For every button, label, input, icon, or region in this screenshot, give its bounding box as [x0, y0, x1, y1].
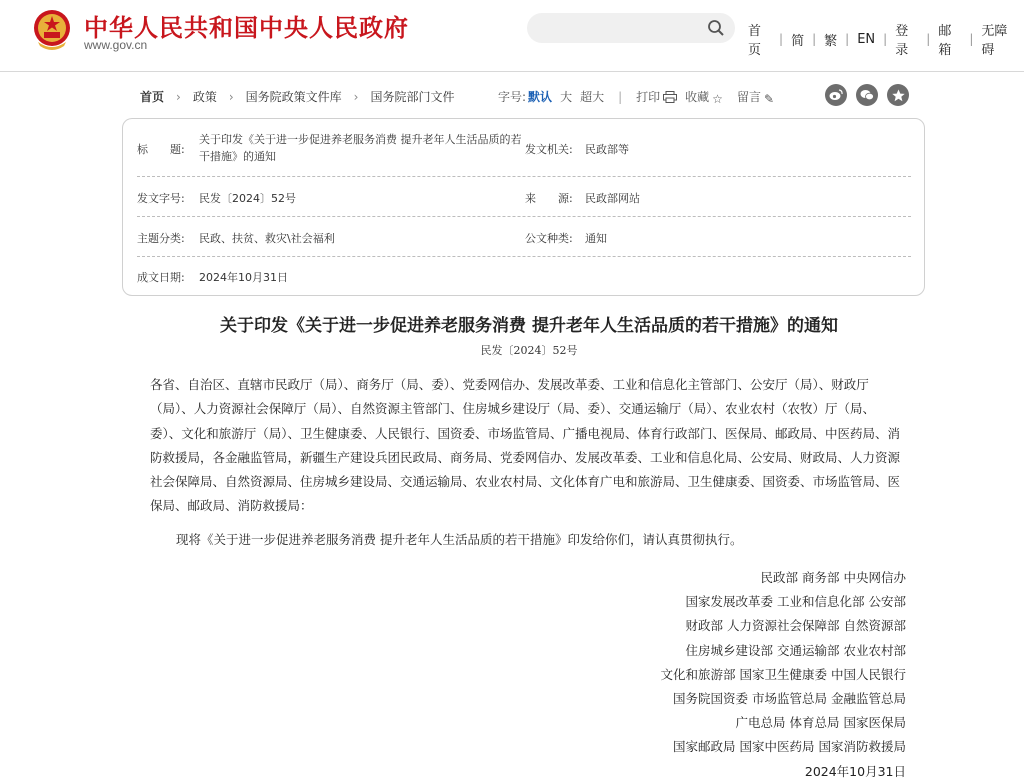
signer-line: 文化和旅游部 国家卫生健康委 中国人民银行 — [660, 666, 906, 682]
issuer-value: 民政部等 — [585, 143, 629, 156]
info-row-docnum — [137, 177, 911, 217]
nav-accessibility[interactable]: 无障碍 — [981, 24, 1008, 58]
title-value: 关于印发《关于进一步促进养老服务消费 提升老年人生活品质的若干措施》的通知 — [199, 133, 522, 163]
document-info-table — [122, 118, 925, 296]
document-title: 关于印发《关于进一步促进养老服务消费 提升老年人生活品质的若干措施》的通知 — [220, 316, 838, 336]
docnum-label: 发文字号: — [137, 192, 185, 205]
signer-line: 财政部 人力资源社会保障部 自然资源部 — [685, 618, 906, 634]
print-button[interactable] — [636, 88, 677, 105]
title-label: 标 题: — [137, 143, 185, 156]
font-size-label: 字号: — [498, 90, 527, 104]
font-size-xlarge[interactable]: 超大 — [580, 90, 605, 104]
type-label: 公文种类: — [525, 232, 573, 245]
info-row-title — [137, 129, 911, 177]
chevron-right-icon: › — [176, 89, 181, 104]
breadcrumb — [140, 88, 455, 105]
favorite-button[interactable] — [685, 88, 723, 105]
nav-separator: | — [969, 32, 974, 46]
chevron-right-icon: › — [353, 89, 359, 104]
document-number: 民发〔2024〕52号 — [480, 344, 578, 357]
signer-line: 国家发展改革委 工业和信息化部 公安部 — [685, 594, 906, 610]
chevron-right-icon: › — [228, 89, 234, 104]
print-label: 打印 — [636, 90, 661, 104]
nav-home[interactable]: 首页 — [748, 24, 762, 58]
site-title[interactable]: 中华人民共和国中央人民政府 — [84, 14, 409, 42]
comment-label: 留言 — [736, 90, 761, 104]
breadcrumb-home[interactable]: 首页 — [140, 90, 165, 104]
site-domain: www.gov.cn — [84, 38, 148, 52]
docnum-value: 民发〔2024〕52号 — [199, 192, 296, 205]
topic-label: 主题分类: — [137, 232, 185, 245]
search-icon[interactable] — [707, 19, 725, 37]
article-tools — [498, 88, 782, 105]
breadcrumb-policy[interactable]: 政策 — [192, 90, 217, 104]
national-emblem-icon[interactable] — [30, 8, 74, 52]
info-row-date — [137, 257, 911, 295]
type-value: 通知 — [585, 232, 607, 245]
star-icon: ☆ — [712, 92, 723, 106]
nav-separator: | — [883, 32, 888, 46]
printer-icon — [663, 91, 677, 103]
share-icons — [825, 84, 918, 106]
recipients-paragraph: 各省、自治区、直辖市民政厅（局）、商务厅（局、委）、党委网信办、发展改革委、工业和信息化主管部门、公安厅（局）、财政厅（局）、人力资源社会保障厅（局）、自然资源主管部门、住房城乡建设厅（局、委）、交通运输厅（局）、农业农村（农牧）厅（局、委）、文化和旅游厅（局）、卫生健康委、人民银行、国资委、市场监管局、广播电视局、体育行政部门、医保局、邮政局、中医药局、消防救援局，各金融监管局，新疆生产建设兵团民政局、商务局、党委网信办、发展改革委、工业和信息化局、公安局、财政局、人力资源社会保障局、自然资源局、住房城乡建设局、交通运输局、农业农村局、文化体育广电和旅游局、卫生健康委、国资委、市场监管局、医保局、邮政局、消防救援局： — [150, 377, 901, 514]
nav-traditional[interactable]: 繁 — [824, 33, 838, 49]
topic-value: 民政、扶贫、救灾\社会福利 — [199, 232, 335, 245]
wechat-icon[interactable] — [856, 84, 878, 106]
date-value: 2024年10月31日 — [199, 271, 288, 284]
info-row-topic — [137, 217, 911, 257]
source-value: 民政部网站 — [585, 192, 640, 205]
nav-login[interactable]: 登录 — [895, 24, 909, 58]
breadcrumb-dept-docs[interactable]: 国务院部门文件 — [370, 90, 455, 104]
breadcrumb-policy-library[interactable]: 国务院政策文件库 — [245, 90, 342, 104]
nav-separator: | — [812, 32, 817, 46]
font-size-default[interactable]: 默认 — [528, 90, 553, 104]
top-nav — [740, 20, 1024, 58]
weibo-icon[interactable] — [825, 84, 847, 106]
favorite-label: 收藏 — [685, 90, 710, 104]
signer-line: 民政部 商务部 中央网信办 — [760, 570, 906, 585]
nav-separator: | — [845, 32, 850, 46]
site-header — [0, 0, 1024, 72]
nav-separator: | — [926, 32, 931, 46]
body-paragraph: 现将《关于进一步促进养老服务消费 提升老年人生活品质的若干措施》印发给你们，请认真贯彻执行。 — [176, 532, 743, 547]
issuer-label: 发文机关: — [525, 143, 573, 156]
breadcrumb-row — [0, 84, 1024, 110]
date-label: 成文日期: — [137, 271, 185, 284]
pencil-icon: ✎ — [763, 92, 775, 106]
nav-separator: | — [779, 32, 784, 46]
font-size-large[interactable]: 大 — [560, 90, 573, 104]
favorite-star-icon[interactable] — [887, 84, 909, 106]
source-label: 来 源: — [525, 192, 573, 205]
signer-line: 住房城乡建设部 交通运输部 农业农村部 — [685, 642, 906, 658]
tools-divider: | — [618, 89, 623, 104]
signer-line: 广电总局 体育总局 国家医保局 — [735, 715, 906, 731]
signer-line: 国务院国资委 市场监管总局 金融监管总局 — [673, 691, 906, 707]
search-box — [527, 13, 735, 43]
comment-button[interactable] — [737, 88, 774, 105]
signing-authorities — [661, 566, 906, 781]
signing-date: 2024年10月31日 — [804, 763, 906, 779]
signer-line: 国家邮政局 国家中医药局 国家消防救援局 — [673, 739, 906, 755]
nav-simplified[interactable]: 简 — [791, 33, 805, 49]
nav-mail[interactable]: 邮箱 — [938, 24, 952, 58]
nav-english[interactable]: EN — [857, 31, 876, 47]
search-input[interactable] — [541, 18, 701, 38]
